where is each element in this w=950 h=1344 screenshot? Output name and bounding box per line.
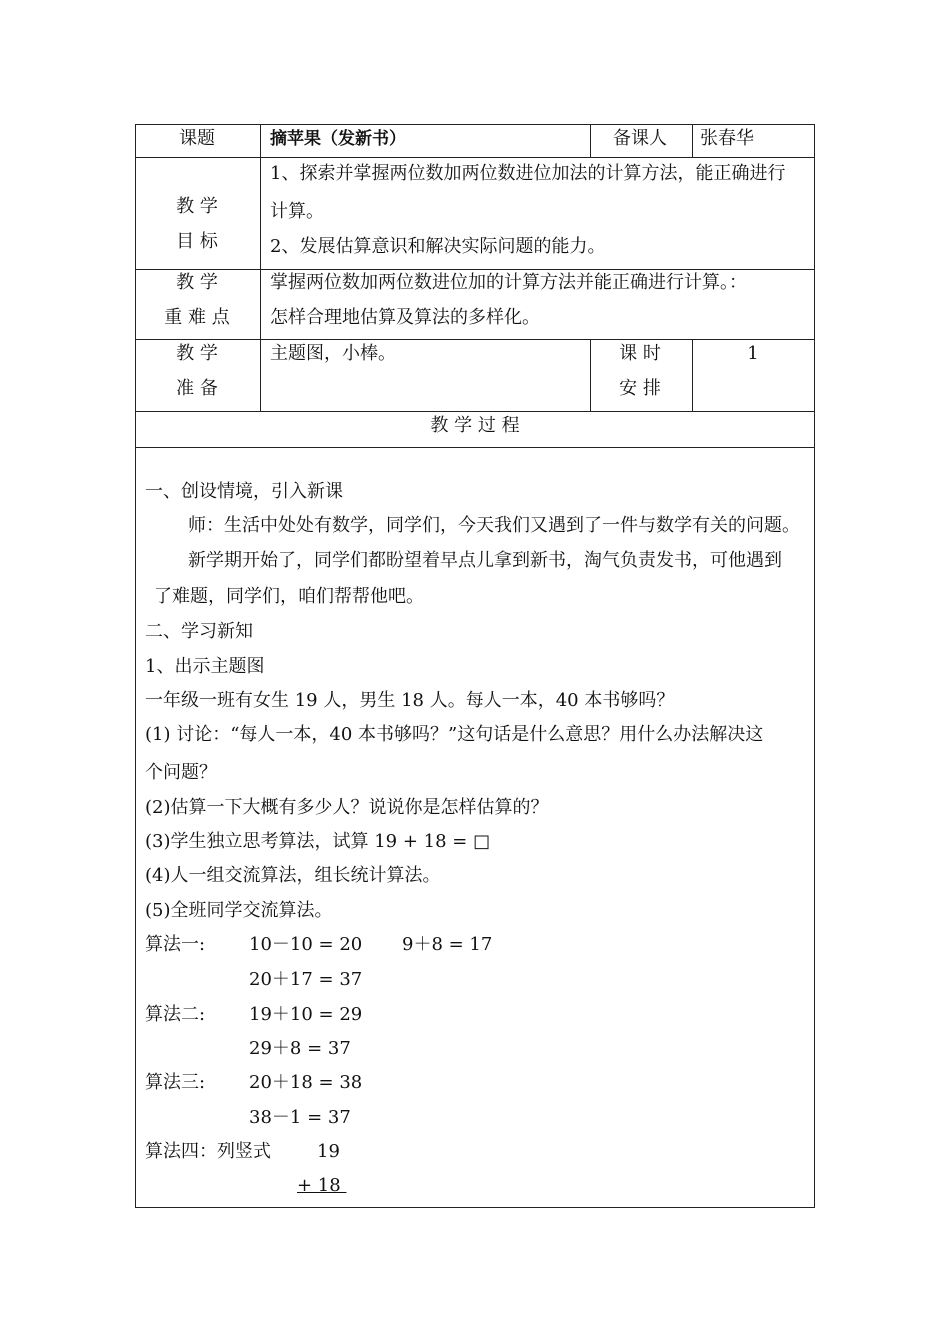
prep-value: 主题图，小棒。 [270, 343, 396, 364]
time-value: 1 [747, 343, 759, 364]
paragraph-line: (5)全班同学交流算法。 [145, 900, 333, 921]
method-2-equation: 19＋10 = 29 [249, 1004, 363, 1025]
vertical-addition-bottom: + 18 [297, 1175, 347, 1196]
method-2-equation: 29＋8 = 37 [249, 1038, 351, 1059]
goals-line-3: 2、发展估算意识和解决实际问题的能力。 [270, 236, 606, 257]
keypoints-label-2: 重 难 点 [164, 307, 230, 328]
method-2-label: 算法二: [145, 1004, 206, 1025]
section-heading: 一、创设情境，引入新课 [145, 481, 343, 502]
method-3-equation: 20＋18 = 38 [249, 1072, 363, 1093]
paragraph-line: (2)估算一下大概有多少人？说说你是怎样估算的？ [145, 797, 549, 818]
column-divider [260, 125, 261, 411]
topic-value: 摘苹果（发新书） [270, 129, 406, 149]
keypoints-label-1: 教 学 [176, 272, 218, 293]
subsection-heading: 1、出示主题图 [145, 656, 265, 677]
vertical-addition-top: 19 [317, 1141, 340, 1162]
topic-label: 课题 [179, 128, 215, 149]
time-label-2: 安 排 [619, 378, 661, 399]
method-1-equation: 9＋8 = 17 [402, 934, 493, 955]
method-4-label: 算法四：列竖式 [145, 1141, 271, 1162]
method-1-equation: 20＋17 = 37 [249, 969, 363, 990]
row-divider [136, 157, 814, 158]
row-divider [136, 447, 814, 448]
prep-label-1: 教 学 [176, 343, 218, 364]
method-3-label: 算法三: [145, 1072, 206, 1093]
goals-label-1: 教 学 [176, 196, 218, 217]
section-heading: 二、学习新知 [145, 621, 253, 642]
keypoints-line-2: 怎样合理地估算及算法的多样化。 [270, 307, 540, 328]
prep-label-2: 准 备 [176, 378, 218, 399]
method-1-label: 算法一: [145, 934, 206, 955]
goals-label-2: 目 标 [176, 231, 218, 252]
row-divider [136, 411, 814, 412]
paragraph-line: (4)人一组交流算法，组长统计算法。 [145, 865, 441, 886]
problem-statement: 一年级一班有女生 19 人，男生 18 人。每人一本，40 本书够吗？ [145, 690, 675, 711]
row-divider [136, 339, 814, 340]
process-title: 教 学 过 程 [430, 415, 520, 436]
preparer-value: 张春华 [700, 128, 754, 149]
method-1-equation: 10－10 = 20 [249, 934, 363, 955]
method-3-equation: 38－1 = 37 [249, 1107, 351, 1128]
goals-line-2: 计算。 [270, 201, 324, 222]
column-divider [692, 125, 693, 157]
preparer-label: 备课人 [613, 128, 667, 149]
time-label-1: 课 时 [619, 343, 661, 364]
goals-line-1: 1、探索并掌握两位数加两位数进位加法的计算方法，能正确进行 [270, 163, 786, 184]
keypoints-line-1: 掌握两位数加两位数进位加的计算方法并能正确进行计算。： [270, 272, 747, 293]
paragraph-line: 了难题，同学们，咱们帮帮他吧。 [154, 586, 424, 607]
paragraph-line: 个问题？ [145, 762, 217, 783]
row-divider [136, 269, 814, 270]
paragraph-line: (1) 讨论：“每人一本，40 本书够吗？”这句话是什么意思？用什么办法解决这 [145, 724, 764, 745]
paragraph-line: (3)学生独立思考算法，试算 19 + 18 = □ [145, 831, 491, 852]
paragraph-line: 师：生活中处处有数学，同学们，今天我们又遇到了一件与数学有关的问题。 [188, 515, 800, 536]
paragraph-line: 新学期开始了，同学们都盼望着早点儿拿到新书，淘气负责发书，可他遇到 [188, 550, 782, 571]
